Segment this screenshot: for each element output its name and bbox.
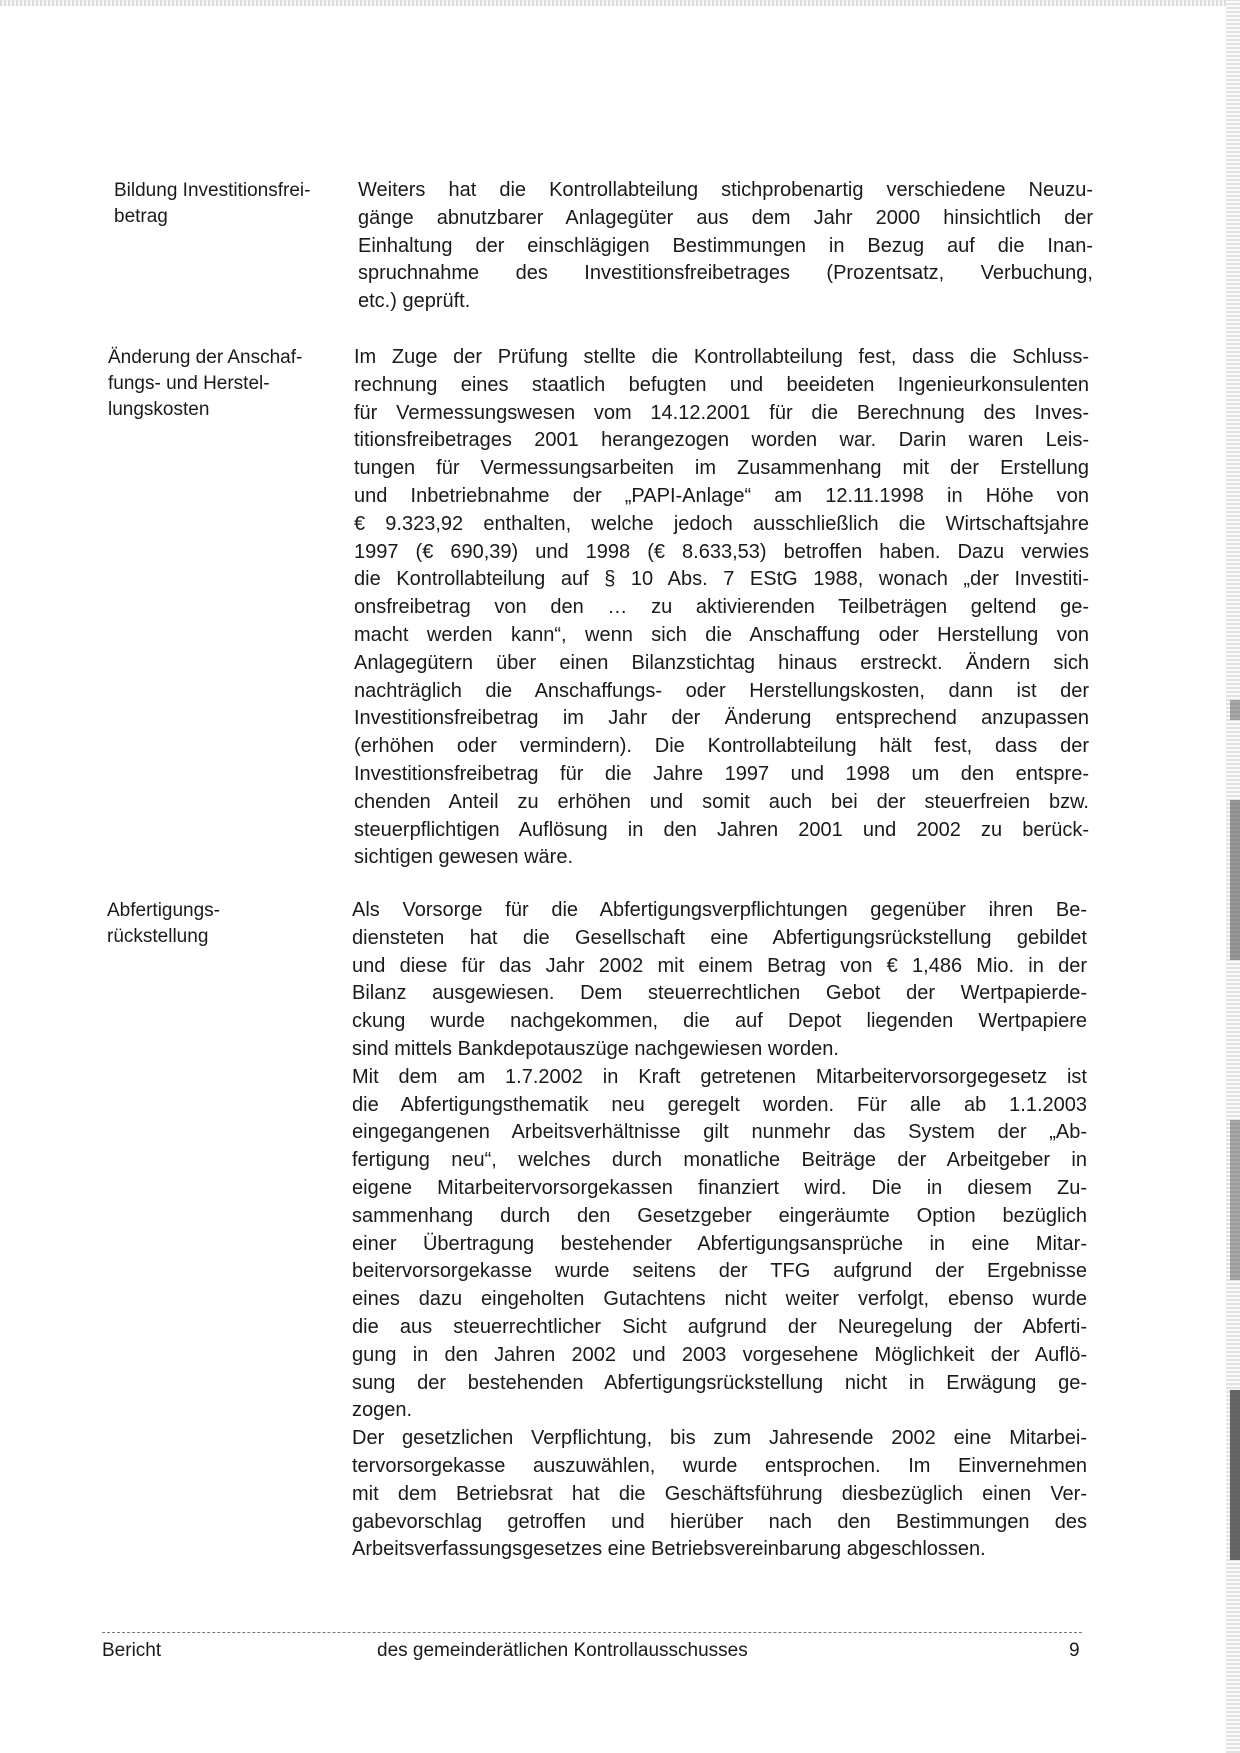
footer-divider	[102, 1632, 1082, 1633]
text-line: ckung wurde nachgekommen, die auf Depot liegenden Wertpapiere	[352, 1010, 1087, 1033]
text-line: steuerpflichtigen Auflösung in den Jahren 2001 und 2002 zu berück-	[354, 818, 1089, 841]
text-line: Anlagegütern über einen Bilanzstichtag hinaus erstreckt. Ändern sich	[354, 651, 1089, 674]
text-line: eigene Mitarbeitervorsorgekassen finanziert wird. Die in diesem Zu-	[352, 1176, 1087, 1199]
page-number: 9	[1069, 1640, 1080, 1661]
text-line: Mit dem am 1.7.2002 in Kraft getretenen Mitarbeitervorsorgegesetz ist	[352, 1065, 1087, 1088]
text-line: Weiters hat die Kontrollabteilung stichprobenartig verschiedene Neuzu-	[358, 179, 1093, 201]
text-line: fertigung neu“, welches durch monatliche Beiträge der Arbeitgeber in	[352, 1149, 1087, 1172]
text-line: Im Zuge der Prüfung stellte die Kontrollabteilung fest, dass die Schluss-	[354, 346, 1089, 368]
text-line: die Abfertigungsthematik neu geregelt worden. Für alle ab 1.1.2003	[352, 1093, 1087, 1116]
text-line: sind mittels Bankdepotauszüge nachgewiesen worden.	[352, 1037, 839, 1060]
footer-left: Bericht	[102, 1640, 162, 1661]
text-line: Investitionsfreibetrag im Jahr der Änderung entsprechend anzupassen	[354, 707, 1089, 730]
scan-edge-right	[1226, 0, 1240, 1753]
footer-title: des gemeinderätlichen Kontrollausschusses	[377, 1640, 748, 1661]
text-line: mit dem Betriebsrat hat die Geschäftsführung diesbezüglich einen Ver-	[352, 1482, 1087, 1505]
text-line: Arbeitsverfassungsgesetzes eine Betriebsvereinbarung abgeschlossen.	[352, 1538, 986, 1561]
margin-heading-line: betrag	[114, 206, 168, 227]
text-line: rechnung eines staatlich befugten und beeideten Ingenieurkonsulenten	[354, 373, 1089, 396]
text-line: onsfreibetrag von den … zu aktivierenden Teilbeträgen geltend ge-	[354, 596, 1089, 619]
section-body-text	[354, 344, 1089, 872]
text-line: gung in den Jahren 2002 und 2003 vorgesehene Möglichkeit der Auflö-	[352, 1343, 1087, 1366]
text-line: sichtigen gewesen wäre.	[354, 846, 574, 869]
text-line: nachträglich die Anschaffungs- oder Herstellungskosten, dann ist der	[354, 679, 1089, 702]
text-line: macht werden kann“, wenn sich die Anschaffung oder Herstellung von	[354, 623, 1089, 646]
section-margin-heading	[107, 898, 337, 950]
section-margin-heading	[114, 178, 344, 230]
text-line: € 9.323,92 enthalten, welche jedoch ausschließlich die Wirtschaftsjahre	[354, 512, 1089, 535]
text-line: Einhaltung der einschlägigen Bestimmungen in Bezug auf die Inan-	[358, 234, 1093, 257]
text-line: eingegangenen Arbeitsverhältnisse gilt nunmehr das System der „Ab-	[352, 1121, 1087, 1144]
text-line: diensteten hat die Gesellschaft eine Abfertigungsrückstellung gebildet	[352, 926, 1087, 949]
text-line: gabevorschlag getroffen und hierüber nach den Bestimmungen des	[352, 1510, 1087, 1533]
text-line: Investitionsfreibetrag für die Jahre 1997 und 1998 um den entspre-	[354, 762, 1089, 785]
text-line: die Kontrollabteilung auf § 10 Abs. 7 EStG 1988, wonach „der Investiti-	[354, 568, 1089, 591]
text-line: spruchnahme des Investitionsfreibetrages (Prozentsatz, Verbuchung,	[358, 262, 1093, 285]
text-line: Der gesetzlichen Verpflichtung, bis zum Jahresende 2002 eine Mitarbei-	[352, 1427, 1087, 1450]
text-line: beitervorsorgekasse wurde seitens der TFG aufgrund der Ergebnisse	[352, 1260, 1087, 1283]
margin-heading-line: fungs- und Herstel-	[108, 373, 270, 394]
text-line: gänge abnutzbarer Anlagegüter aus dem Jahr 2000 hinsichtlich der	[358, 206, 1093, 229]
text-line: und diese für das Jahr 2002 mit einem Betrag von € 1,486 Mio. in der	[352, 954, 1087, 977]
text-line: tungen für Vermessungsarbeiten im Zusammenhang mit der Erstellung	[354, 457, 1089, 480]
margin-heading-line: Änderung der Anschaf-	[108, 347, 303, 368]
text-line: titionsfreibetrages 2001 herangezogen worden war. Darin waren Leis-	[354, 429, 1089, 452]
margin-heading-line: Bildung Investitionsfrei-	[114, 180, 311, 201]
text-line: (erhöhen oder vermindern). Die Kontrollabteilung hält fest, dass der	[354, 735, 1089, 758]
scan-edge-top	[0, 0, 1240, 6]
text-line: Als Vorsorge für die Abfertigungsverpflichtungen gegenüber ihren Be-	[352, 899, 1087, 921]
text-line: Bilanz ausgewiesen. Dem steuerrechtlichen Gebot der Wertpapierde-	[352, 982, 1087, 1005]
text-line: tervorsorgekasse auszuwählen, wurde entsprochen. Im Einvernehmen	[352, 1454, 1087, 1477]
text-line: einer Übertragung bestehender Abfertigungsansprüche in eine Mitar-	[352, 1232, 1087, 1255]
margin-heading-line: Abfertigungs-	[107, 900, 221, 921]
text-line: etc.) geprüft.	[358, 290, 471, 313]
text-line: 1997 (€ 690,39) und 1998 (€ 8.633,53) betroffen haben. Dazu verwies	[354, 540, 1089, 563]
text-line: die aus steuerrechtlicher Sicht aufgrund der Neuregelung der Abferti-	[352, 1315, 1087, 1338]
text-line: chenden Anteil zu erhöhen und somit auch bei der steuerfreien bzw.	[354, 790, 1089, 813]
section-body-text	[352, 897, 1087, 1564]
text-line: sammenhang durch den Gesetzgeber eingeräumte Option bezüglich	[352, 1204, 1087, 1227]
margin-heading-line: rückstellung	[107, 926, 209, 947]
section-margin-heading	[108, 345, 338, 423]
section-body-text	[358, 177, 1093, 316]
margin-heading-line: lungskosten	[108, 399, 210, 420]
text-line: für Vermessungswesen vom 14.12.2001 für die Berechnung des Inves-	[354, 401, 1089, 424]
text-line: zogen.	[352, 1399, 413, 1422]
text-line: und Inbetriebnahme der „PAPI-Anlage“ am 12.11.1998 in Höhe von	[354, 484, 1089, 507]
text-line: sung der bestehenden Abfertigungsrückstellung nicht in Erwägung ge-	[352, 1371, 1087, 1394]
text-line: eines dazu eingeholten Gutachtens nicht weiter verfolgt, ebenso wurde	[352, 1288, 1087, 1311]
